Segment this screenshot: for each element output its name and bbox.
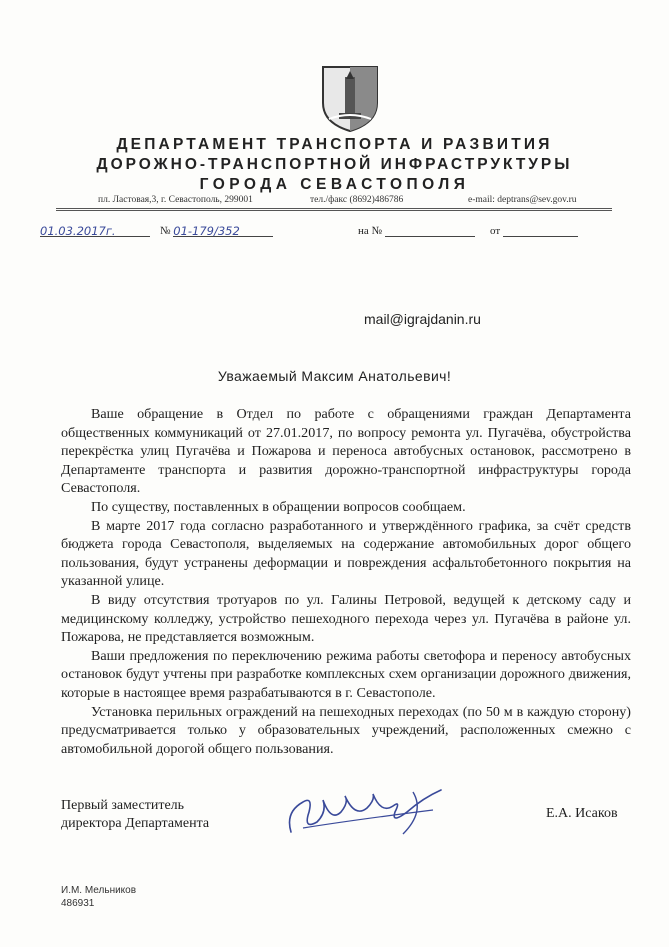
paragraph: По существу, поставленных в обращении вопросов сообщаем. [91, 498, 466, 515]
registration-date: 01.03.2017г. [40, 224, 116, 238]
reference-number-field [358, 224, 475, 238]
paragraph: Ваши предложения по переключению режима работы светофора и переносу автобусных остановок будут учтены при разработке комплексных схем организации дорожного движения, которые в настоящее время разрабатываются в г. Севастополе. [61, 647, 631, 701]
registration-number: 01-179/352 [173, 224, 240, 238]
department-email: e-mail: deptrans@sev.gov.ru [468, 195, 577, 205]
greeting: Уважаемый Максим Анатольевич! [217, 368, 452, 384]
from-label: от [490, 225, 501, 237]
paragraph: Ваше обращение в Отдел по работе с обращениями граждан Департамента общественных коммуникаций от 27.01.2017, по вопросу ремонта ул. Пугачёва, обустройства перекрёстка улиц Пугачёва и Пожарова и переноса автобусных остановок, рассмотрено в Департаменте транспорта и развития дорожно-транспортной инфраструктуры города Севастополя. [61, 406, 631, 497]
header-rule [56, 208, 612, 209]
executor-name: И.М. Мельников [61, 885, 137, 896]
header-rule-second [56, 210, 612, 211]
signatory-title-line-1: Первый заместитель [61, 798, 185, 813]
department-phone: тел./факс (8692)486786 [310, 195, 404, 205]
paragraph: В марте 2017 года согласно разработанного и утверждённого графика, за счёт средств бюджета города Севастополя, выделяемых на содержание автомобильных дорог общего пользования, будут устранены деформации и повреждения асфальтобетонного покрытия на указанной улице. [61, 517, 631, 590]
executor-info [61, 884, 136, 910]
registration-date-field [40, 224, 150, 238]
department-address: пл. Ластовая,3, г. Севастополь, 299001 [98, 195, 253, 205]
recipient-email: mail@igrajdanin.ru [364, 311, 481, 327]
reference-date-field [490, 224, 578, 238]
registration-number-field [160, 224, 273, 238]
registration-number-label: № [160, 225, 171, 237]
paragraph: В виду отсутствия тротуаров по ул. Галины Петровой, ведущей к детскому саду и медицинскому колледжу, устройство пешеходного перехода через ул. Пугачёва в районе ул. Пожарова, не представляется возможным. [61, 591, 631, 646]
signatory-title-line-2: директора Департамента [61, 816, 210, 831]
handwritten-signature [283, 782, 453, 844]
sevastopol-coat-of-arms-icon [319, 63, 381, 133]
reference-label: на № [358, 225, 383, 237]
department-name-line-2: ДОРОЖНО-ТРАНСПОРТНОЙ ИНФРАСТРУКТУРЫ [96, 156, 573, 173]
department-name-line-3: ГОРОДА СЕВАСТОПОЛЯ [199, 176, 470, 193]
paragraph: Установка перильных ограждений на пешеходных переходах (по 50 м в каждую сторону) предусматривается только у образовательных учреждений, расположенных смежно с автомобильной дорогой общего пользования. [61, 703, 631, 757]
department-name-line-1: ДЕПАРТАМЕНТ ТРАНСПОРТА И РАЗВИТИЯ [116, 136, 553, 153]
executor-phone: 486931 [61, 898, 95, 909]
letter-body [61, 405, 631, 758]
signatory-title [61, 797, 209, 833]
signatory-name: Е.А. Исаков [546, 806, 618, 821]
